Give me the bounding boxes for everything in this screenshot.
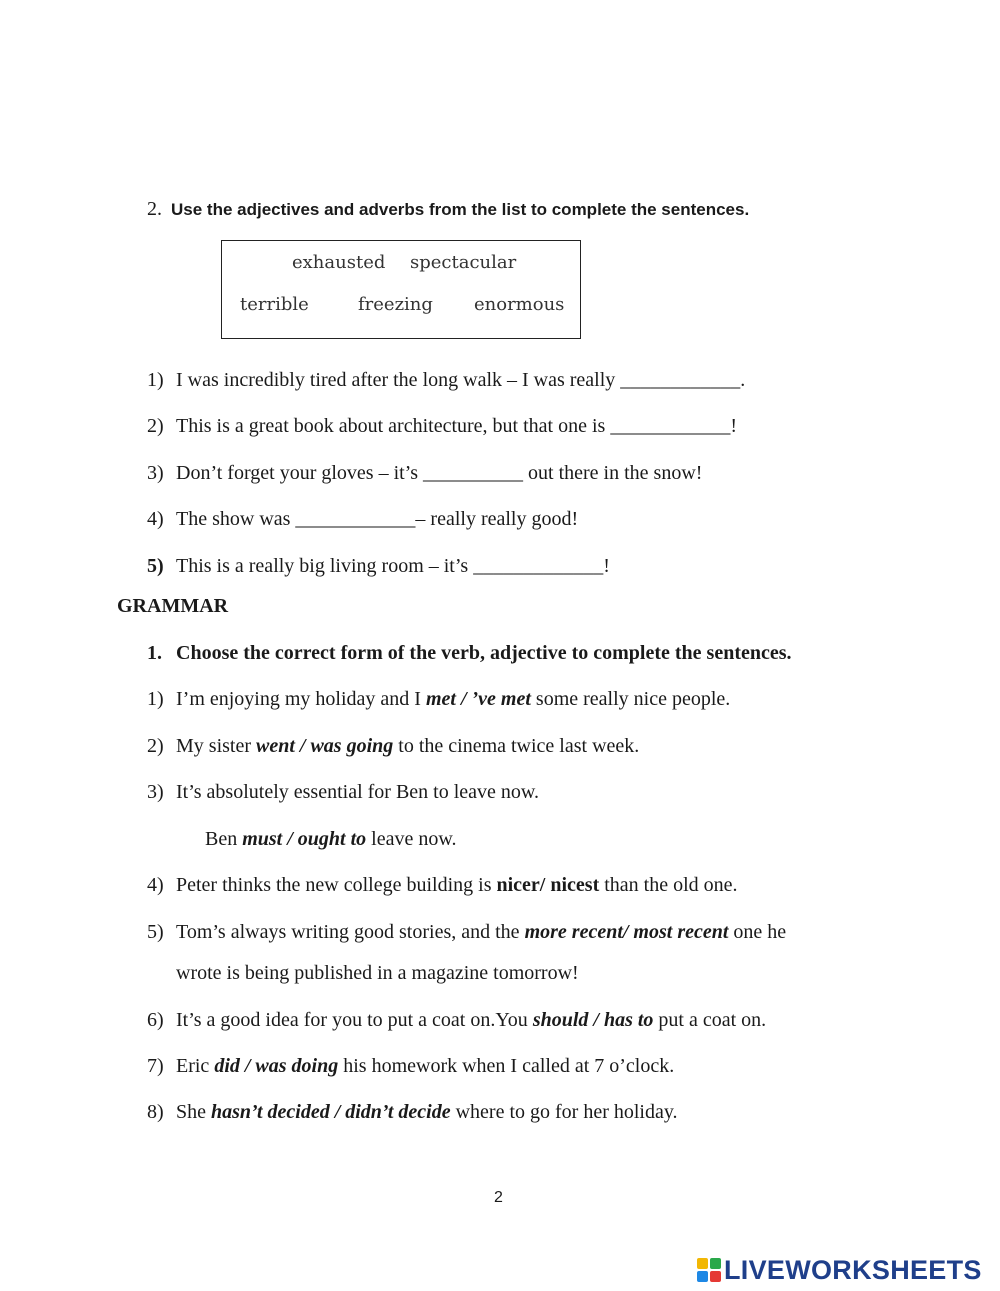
item-number: 3): [147, 781, 164, 803]
grammar-item-3-rewrite: [205, 827, 457, 851]
exercise-2-item-2: [147, 414, 737, 438]
item-text-post: where to go for her holiday.: [450, 1101, 678, 1123]
word-exhausted: exhausted: [292, 252, 386, 273]
item-number: 6): [147, 1009, 164, 1031]
grammar-item-2: [147, 734, 639, 758]
item-text: This is a really big living room – it’s _____________!: [176, 555, 610, 577]
logo-text: LIVEWORKSHEETS: [724, 1254, 982, 1285]
item-text-post: his homework when I called at 7 o’clock.: [338, 1055, 675, 1077]
item-text-pre: My sister: [176, 735, 256, 757]
item-text-post: to the cinema twice last week.: [393, 735, 640, 757]
exercise-2-item-4: [147, 507, 578, 531]
logo-block-v: [697, 1271, 708, 1282]
item-number: 4): [147, 508, 164, 530]
item-text: I was incredibly tired after the long walk – I was really ____________.: [176, 369, 746, 391]
item-options: went / was going: [256, 735, 394, 757]
item-text-pre: Eric: [176, 1055, 215, 1077]
item-number: 5): [147, 921, 164, 943]
grammar-item-3: [147, 780, 539, 804]
word-box: [221, 240, 581, 339]
exercise-2-item-5: [147, 554, 610, 578]
exercise-2-heading: [147, 197, 749, 222]
item-options: hasn’t decided / didn’t decide: [211, 1101, 451, 1123]
word-enormous: enormous: [474, 294, 565, 315]
item-number: 1): [147, 369, 164, 391]
item-number: 2): [147, 415, 164, 437]
logo-block-l: [697, 1258, 708, 1269]
grammar-exercise-1-heading: [147, 641, 792, 665]
exercise-instruction: Use the adjectives and adverbs from the list to complete the sentences.: [171, 200, 750, 219]
grammar-item-4: [147, 873, 738, 897]
grammar-item-1: [147, 687, 730, 711]
page-number: 2: [494, 1189, 503, 1206]
grammar-item-5-continued: wrote is being published in a magazine tomorrow!: [176, 962, 579, 984]
item-text-pre: I’m enjoying my holiday and I: [176, 688, 426, 710]
item-text-pre: Tom’s always writing good stories, and the: [176, 921, 525, 943]
word-freezing: freezing: [358, 294, 433, 315]
item-number: 8): [147, 1101, 164, 1123]
item-text-post: than the old one.: [599, 874, 738, 896]
exercise-instruction: Choose the correct form of the verb, adjective to complete the sentences.: [176, 642, 792, 664]
item-number: 5): [147, 555, 164, 577]
item-number: 2): [147, 735, 164, 757]
item-text-post: leave now.: [366, 828, 457, 850]
exercise-2-item-3: [147, 461, 702, 485]
item-text-post: put a coat on.: [653, 1009, 767, 1031]
item-text-post: some really nice people.: [530, 688, 731, 710]
grammar-item-8: [147, 1100, 678, 1124]
item-text-post: one he: [728, 921, 787, 943]
item-number: 4): [147, 874, 164, 896]
liveworksheets-logo: [697, 1253, 982, 1287]
item-options: should / has to: [532, 1009, 654, 1031]
item-options: more recent/ most recent: [524, 921, 729, 943]
item-text-pre: It’s absolutely essential for Ben to leave now.: [176, 781, 540, 803]
item-text-pre: Ben: [205, 828, 243, 850]
item-text-pre: She: [176, 1101, 211, 1123]
item-text: Don’t forget your gloves – it’s __________ out there in the snow!: [176, 462, 703, 484]
item-number: 3): [147, 462, 164, 484]
word-spectacular: spectacular: [410, 252, 517, 273]
logo-block-e: [710, 1271, 721, 1282]
item-number: 1): [147, 688, 164, 710]
item-text: This is a great book about architecture, but that one is ____________!: [176, 415, 737, 437]
exercise-number: 1.: [147, 642, 162, 664]
logo-blocks-icon: [697, 1258, 721, 1282]
item-number: 7): [147, 1055, 164, 1077]
item-text-pre: It’s a good idea for you to put a coat on.You: [176, 1009, 533, 1031]
grammar-item-7: [147, 1054, 674, 1078]
item-text: The show was ____________– really really good!: [176, 508, 579, 530]
item-options: must / ought to: [242, 828, 367, 850]
exercise-2-item-1: [147, 368, 745, 392]
exercise-number: 2.: [147, 198, 162, 220]
logo-block-i: [710, 1258, 721, 1269]
item-options: did / was doing: [214, 1055, 339, 1077]
item-text-pre: Peter thinks the new college building is: [176, 874, 497, 896]
grammar-heading: GRAMMAR: [117, 595, 229, 617]
grammar-item-5: [147, 920, 786, 944]
grammar-item-6: [147, 1008, 766, 1032]
item-options: nicer/ nicest: [496, 874, 600, 896]
item-options: met / ’ve met: [425, 688, 531, 710]
word-terrible: terrible: [240, 294, 309, 315]
